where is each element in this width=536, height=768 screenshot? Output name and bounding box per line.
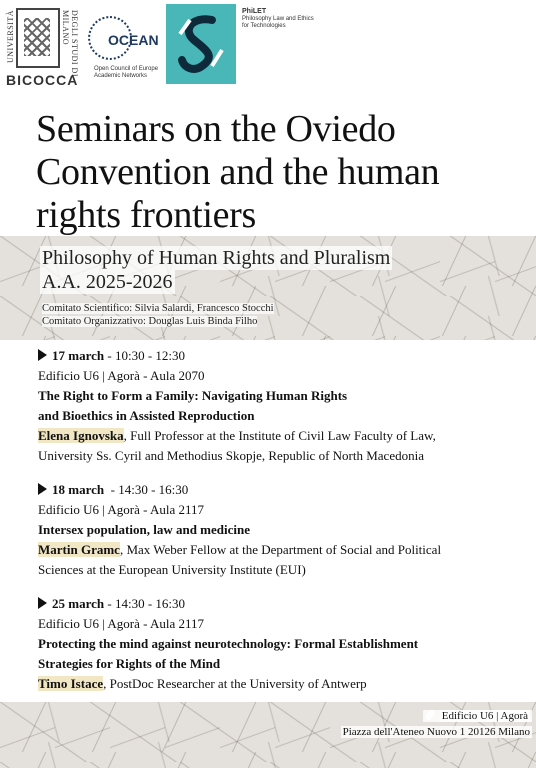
event-location: Edificio U6 | Agorà - Aula 2070: [38, 368, 205, 383]
philet-text: [242, 8, 314, 30]
subtitle-line-2: A.A. 2025-2026: [42, 271, 173, 293]
play-triangle-icon: [38, 483, 47, 495]
logo-bar: [0, 0, 536, 100]
play-triangle-icon: [38, 349, 47, 361]
philet-subtitle-1: Philosophy Law and Ethics: [242, 16, 314, 22]
philet-subtitle-2: for Technologies: [242, 23, 286, 29]
course-subtitle: [40, 246, 392, 294]
event-talk-title-cont: Strategies for Rights of the Mind: [38, 656, 221, 671]
event-item: [38, 480, 528, 580]
ocean-subtitle: [94, 66, 158, 80]
bicocca-wordmark: BICOCCA: [6, 72, 79, 88]
event-speaker-line: [38, 674, 528, 694]
philet-logo: [166, 4, 236, 84]
event-date-line: [38, 594, 528, 614]
event-time: - 10:30 - 12:30: [104, 348, 186, 363]
event-affiliation-cont: Sciences at the European University Institute (EUI): [38, 562, 306, 577]
event-affiliation: , Full Professor at the Institute of Civil Law Faculty of Law,: [123, 428, 436, 443]
event-item: [38, 594, 528, 694]
event-list: [38, 346, 528, 708]
event-date: 25 march: [52, 596, 105, 611]
event-time: - 14:30 - 16:30: [104, 596, 186, 611]
event-talk-title: Intersex population, law and medicine: [38, 522, 250, 537]
venue-info: [341, 708, 532, 740]
event-speaker-line: [38, 540, 528, 560]
bicocca-left-text: UNIVERSITÀ: [6, 10, 15, 63]
event-location: Edificio U6 | Agorà - Aula 2117: [38, 502, 205, 517]
philet-name: PhiLET: [242, 8, 267, 15]
event-talk-title: The Right to Form a Family: Navigating Human Rights: [38, 388, 348, 403]
subtitle-line-1: Philosophy of Human Rights and Pluralism: [42, 247, 391, 269]
title-line-3: rights frontiers: [36, 194, 256, 236]
title-line-2: Convention and the human: [36, 151, 440, 193]
event-affiliation: , PostDoc Researcher at the University of Antwerp: [103, 676, 367, 691]
event-talk-title-cont: and Bioethics in Assisted Reproduction: [38, 408, 255, 423]
ocean-logo: [88, 14, 166, 86]
organizing-committee: Comitato Organizzativo: Douglas Luis Binda Filho: [42, 316, 258, 327]
ocean-wordmark: OCEAN: [108, 32, 159, 48]
committee-info: [42, 302, 274, 328]
event-speaker: Martin Gramc: [38, 542, 120, 557]
event-affiliation-cont: University Ss. Cyril and Methodius Skopje, Republic of North Macedonia: [38, 448, 424, 463]
page-title: [36, 108, 439, 237]
event-item: [38, 346, 528, 466]
venue-building: Edificio U6 | Agorà: [441, 710, 528, 722]
event-talk-title: Protecting the mind against neurotechnology: Formal Establishment: [38, 636, 419, 651]
event-date: 18 march: [52, 482, 105, 497]
bicocca-emblem: [16, 8, 60, 68]
event-speaker: Timo Istace: [38, 676, 104, 691]
event-time: - 14:30 - 16:30: [104, 482, 189, 497]
play-triangle-icon: [38, 597, 47, 609]
scientific-committee: Comitato Scientifico: Silvia Salardi, Francesco Stocchi: [42, 303, 274, 314]
ocean-subtitle-1: Open Council of Europe: [94, 66, 159, 72]
bicocca-right-text: DEGLI STUDI DI MILANO: [61, 10, 79, 77]
philet-swirl-icon: [172, 10, 230, 76]
event-date-line: [38, 346, 528, 366]
event-location: Edificio U6 | Agorà - Aula 2117: [38, 616, 205, 631]
event-speaker-line: [38, 426, 528, 446]
event-affiliation: , Max Weber Fellow at the Department of Social and Political: [119, 542, 442, 557]
venue-address: Piazza dell'Ateneo Nuovo 1 20126 Milano: [342, 726, 530, 738]
map-pin-icon: [424, 708, 437, 721]
event-date: 17 march: [52, 348, 105, 363]
ocean-subtitle-2: Academic Networks: [94, 73, 148, 79]
event-speaker: Elena Ignovska: [38, 428, 124, 443]
bicocca-logo: [6, 8, 79, 92]
event-date-line: [38, 480, 528, 500]
title-line-1: Seminars on the Oviedo: [36, 108, 396, 150]
